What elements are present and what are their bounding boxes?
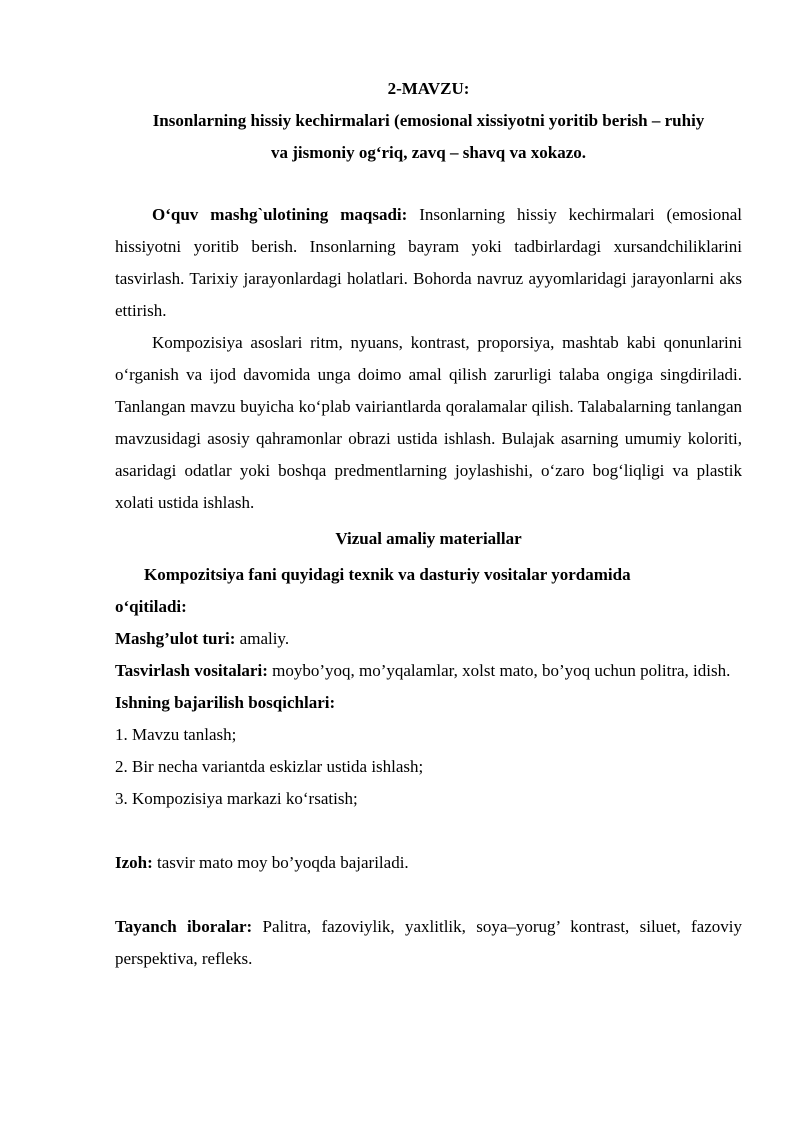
tools-heading-line-1: Kompozitsiya fani quyidagi texnik va dasturiy vositalar yordamida	[144, 565, 631, 584]
materials-value: moybo’yoq, mo’yqalamlar, xolst mato, bo’yoq uchun politra, idish.	[267, 661, 731, 680]
keywords-value: Palitra, fazoviylik, yaxlitlik, soya–yorug’ kontrast, siluet, fazoviy perspektiva, refleks.	[115, 917, 742, 968]
tools-heading-line-2: o‘qitiladi:	[115, 597, 187, 616]
lesson-type-label: Mashg’ulot turi:	[115, 629, 236, 648]
keywords-paragraph	[115, 911, 742, 975]
composition-paragraph: Kompozisiya asoslari ritm, nyuans, kontrast, proporsiya, mashtab kabi qonunlarini o‘rganish va ijod davomida unga doimo amal qilish zarurligi talaba ongiga singdiriladi. Tanlangan mavzu buyicha ko‘plab vairiantlarda qoralamalar qilish. Talabalarning tanlangan mavzusidagi asosiy qahramonlar obrazi ustida ishlash. Bulajak asarning umumiy koloriti, asaridagi odatlar yoki boshqa predmentlarning joylashishi, o‘zaro bog‘liqligi va plastik xolati ustida ishlash.	[115, 333, 742, 512]
spacer	[115, 879, 742, 911]
goal-paragraph	[115, 199, 742, 327]
note-paragraph	[115, 847, 742, 879]
list-item: 1. Mavzu tanlash;	[115, 725, 237, 744]
goal-label: O‘quv mashg`ulotining maqsadi:	[152, 205, 408, 224]
list-item: 3. Kompozisiya markazi ko‘rsatish;	[115, 789, 358, 808]
keywords-label: Tayanch iboralar:	[115, 917, 253, 936]
materials-paragraph	[115, 655, 742, 687]
visual-materials-heading: Vizual amaliy materiallar	[335, 529, 522, 548]
document-page	[115, 73, 742, 975]
lesson-type	[115, 623, 742, 655]
lesson-type-value: amaliy.	[235, 629, 290, 648]
spacer	[115, 815, 742, 847]
topic-number: 2-MAVZU:	[387, 79, 470, 98]
note-value: tasvir mato moy bo’yoqda bajariladi.	[152, 853, 409, 872]
spacer	[115, 169, 742, 199]
topic-title-line-2: va jismoniy og‘riq, zavq – shavq va xokazo.	[271, 143, 586, 162]
document-title	[115, 73, 742, 169]
topic-title-line-1: Insonlarning hissiy kechirmalari (emosional xissiyotni yoritib berish – ruhiy	[152, 111, 705, 130]
note-label: Izoh:	[115, 853, 153, 872]
stages-heading: Ishning bajarilish bosqichlari:	[115, 693, 336, 712]
list-item: 2. Bir necha variantda eskizlar ustida ishlash;	[115, 757, 424, 776]
goal-text: Insonlarning hissiy kechirmalari (emosional hissiyotni yoritib berish. Insonlarning bayram yoki tadbirlardagi xursandchiliklarini tasvirlash. Tarixiy jarayonlardagi holatlari. Bohorda navruz ayyomlaridagi jarayonlarni aks ettirish.	[115, 205, 743, 320]
materials-label: Tasvirlash vositalari:	[115, 661, 268, 680]
